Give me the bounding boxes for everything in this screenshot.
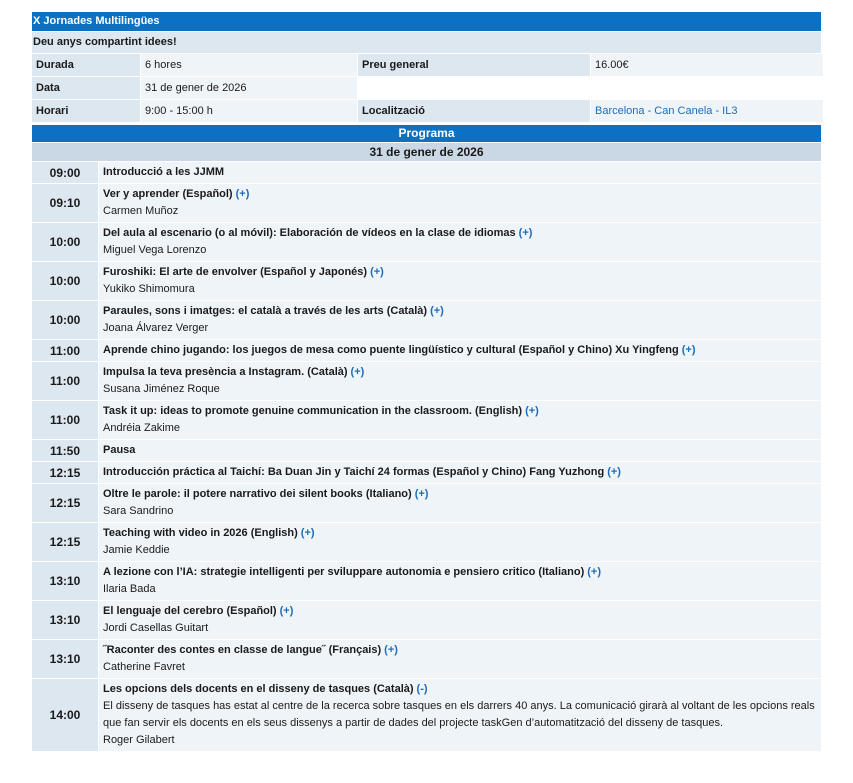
- session-time: 14:00: [32, 679, 98, 751]
- session-row: [32, 401, 821, 439]
- session-row: [32, 679, 821, 751]
- session-content: [99, 401, 821, 439]
- session-content: [99, 462, 821, 483]
- session-title-line: [103, 403, 817, 420]
- session-title-line: [103, 264, 817, 281]
- horari-label: Horari: [32, 100, 140, 122]
- session-time: 11:50: [32, 440, 98, 461]
- session-title: Teaching with video in 2026 (English): [103, 527, 298, 539]
- session-row: [32, 484, 821, 522]
- session-title: Impulsa la teva presència a Instagram. (Català): [103, 366, 348, 378]
- session-list: [32, 162, 821, 751]
- session-title-line: [103, 303, 817, 320]
- session-time: 10:00: [32, 301, 98, 339]
- session-speaker: Roger Gilabert: [103, 734, 175, 746]
- session-content: [99, 601, 821, 639]
- session-title: Aprende chino jugando: los juegos de mesa como puente lingüístico y cultural (Español y Chino) Xu Yingfeng: [103, 344, 679, 356]
- session-time: 11:00: [32, 362, 98, 400]
- session-title-line: [103, 681, 817, 698]
- info-blank-cell: [358, 77, 823, 99]
- expand-toggle[interactable]: (+): [525, 405, 539, 417]
- session-row: [32, 440, 821, 461]
- expand-toggle[interactable]: (+): [607, 466, 621, 478]
- session-row: [32, 562, 821, 600]
- durada-value: 6 hores: [141, 54, 357, 76]
- expand-toggle[interactable]: (+): [681, 344, 696, 356]
- session-title-line: [103, 464, 817, 481]
- localitzacio-link[interactable]: Barcelona - Can Canela - IL3: [591, 100, 823, 122]
- event-subtitle: Deu anys compartint idees!: [32, 32, 821, 53]
- session-time: 12:15: [32, 484, 98, 522]
- session-title-line: [103, 342, 817, 359]
- session-speaker: Jordi Casellas Guitart: [103, 622, 209, 634]
- expand-toggle[interactable]: (+): [370, 266, 384, 278]
- session-speaker: Sara Sandrino: [103, 505, 174, 517]
- session-time: 11:00: [32, 401, 98, 439]
- session-description: El disseny de tasques has estat al centre de la recerca sobre tasques en els darrers 40 anys. La comunicació girarà al voltant de les opcions reals que fan servir els docents en els seus dissenys a partir de dades del projecte taskGen d’automatització del disseny de tasques.: [103, 700, 815, 729]
- session-title: Les opcions dels docents en el disseny de tasques (Català): [103, 683, 414, 695]
- expand-toggle[interactable]: (+): [587, 566, 601, 578]
- session-content: [99, 562, 821, 600]
- session-speaker: Yukiko Shimomura: [103, 283, 195, 295]
- localitzacio-label: Localització: [358, 100, 590, 122]
- session-title: Task it up: ideas to promote genuine communication in the classroom. (English): [103, 405, 523, 417]
- preu-label: Preu general: [358, 54, 590, 76]
- session-content: [99, 440, 821, 461]
- session-speaker: Susana Jiménez Roque: [103, 383, 220, 395]
- collapse-toggle[interactable]: (-): [416, 683, 428, 695]
- session-title: Introducció a les JJMM: [103, 166, 225, 178]
- preu-value: 16.00€: [591, 54, 823, 76]
- session-title-line: [103, 603, 817, 620]
- session-time: 09:00: [32, 162, 98, 183]
- session-row: [32, 340, 821, 361]
- session-title: ˝Raconter des contes en classe de langue˝ (Français): [103, 644, 382, 656]
- session-time: 09:10: [32, 184, 98, 222]
- session-time: 13:10: [32, 562, 98, 600]
- session-time: 13:10: [32, 640, 98, 678]
- session-content: [99, 679, 821, 751]
- expand-toggle[interactable]: (+): [279, 605, 294, 617]
- session-content: [99, 523, 821, 561]
- session-row: [32, 162, 821, 183]
- session-content: [99, 223, 821, 261]
- session-content: [99, 262, 821, 300]
- expand-toggle[interactable]: (+): [430, 305, 444, 317]
- session-row: [32, 523, 821, 561]
- expand-toggle[interactable]: (+): [235, 188, 250, 200]
- session-content: [99, 301, 821, 339]
- session-title-line: [103, 164, 817, 181]
- session-row: [32, 362, 821, 400]
- expand-toggle[interactable]: (+): [350, 366, 365, 378]
- expand-toggle[interactable]: (+): [300, 527, 315, 539]
- session-content: [99, 162, 821, 183]
- session-title-line: [103, 225, 817, 242]
- horari-value: 9:00 - 15:00 h: [141, 100, 357, 122]
- session-speaker: Andréia Zakime: [103, 422, 181, 434]
- data-value: 31 de gener de 2026: [141, 77, 357, 99]
- session-speaker: Carmen Muñoz: [103, 205, 179, 217]
- session-speaker: Catherine Favret: [103, 661, 185, 673]
- programa-header: Programa: [32, 125, 821, 142]
- session-row: [32, 262, 821, 300]
- session-speaker: Miguel Vega Lorenzo: [103, 244, 207, 256]
- durada-label: Durada: [32, 54, 140, 76]
- session-row: [32, 640, 821, 678]
- session-title-line: [103, 186, 817, 203]
- expand-toggle[interactable]: (+): [414, 488, 429, 500]
- session-time: 10:00: [32, 223, 98, 261]
- session-title-line: [103, 364, 817, 381]
- data-label: Data: [32, 77, 140, 99]
- session-title: Pausa: [103, 444, 136, 456]
- expand-toggle[interactable]: (+): [518, 227, 533, 239]
- session-row: [32, 601, 821, 639]
- session-time: 12:15: [32, 462, 98, 483]
- event-title: X Jornades Multilingües: [32, 12, 821, 31]
- session-title: A lezione con l’IA: strategie intelligenti per sviluppare autonomia e pensiero critico (Italiano): [103, 566, 585, 578]
- session-row: [32, 223, 821, 261]
- session-time: 10:00: [32, 262, 98, 300]
- session-content: [99, 340, 821, 361]
- session-row: [32, 301, 821, 339]
- expand-toggle[interactable]: (+): [384, 644, 398, 656]
- session-speaker: Jamie Keddie: [103, 544, 170, 556]
- session-title-line: [103, 642, 817, 659]
- session-speaker: Joana Álvarez Verger: [103, 322, 209, 334]
- session-title-line: [103, 442, 817, 459]
- session-title: Paraules, sons i imatges: el català a través de les arts (Català): [103, 305, 428, 317]
- session-time: 13:10: [32, 601, 98, 639]
- programa-date: 31 de gener de 2026: [32, 143, 821, 161]
- session-time: 11:00: [32, 340, 98, 361]
- session-title: Introducción práctica al Taichí: Ba Duan Jin y Taichí 24 formas (Español y Chino) Fang Yuzhong: [103, 466, 605, 478]
- event-panel: [32, 12, 821, 752]
- session-title-line: [103, 564, 817, 581]
- session-title: Ver y aprender (Español): [103, 188, 233, 200]
- session-title: El lenguaje del cerebro (Español): [103, 605, 277, 617]
- session-content: [99, 484, 821, 522]
- session-content: [99, 362, 821, 400]
- session-title: Oltre le parole: il potere narrativo dei silent books (Italiano): [103, 488, 412, 500]
- session-title-line: [103, 486, 817, 503]
- session-row: [32, 462, 821, 483]
- session-content: [99, 640, 821, 678]
- session-title: Del aula al escenario (o al móvil): Elaboración de vídeos en la clase de idiomas: [103, 227, 516, 239]
- session-speaker: Ilaria Bada: [103, 583, 156, 595]
- session-content: [99, 184, 821, 222]
- session-row: [32, 184, 821, 222]
- session-title: Furoshiki: El arte de envolver (Español y Japonés): [103, 266, 368, 278]
- event-info-table: [31, 53, 824, 123]
- session-title-line: [103, 525, 817, 542]
- session-time: 12:15: [32, 523, 98, 561]
